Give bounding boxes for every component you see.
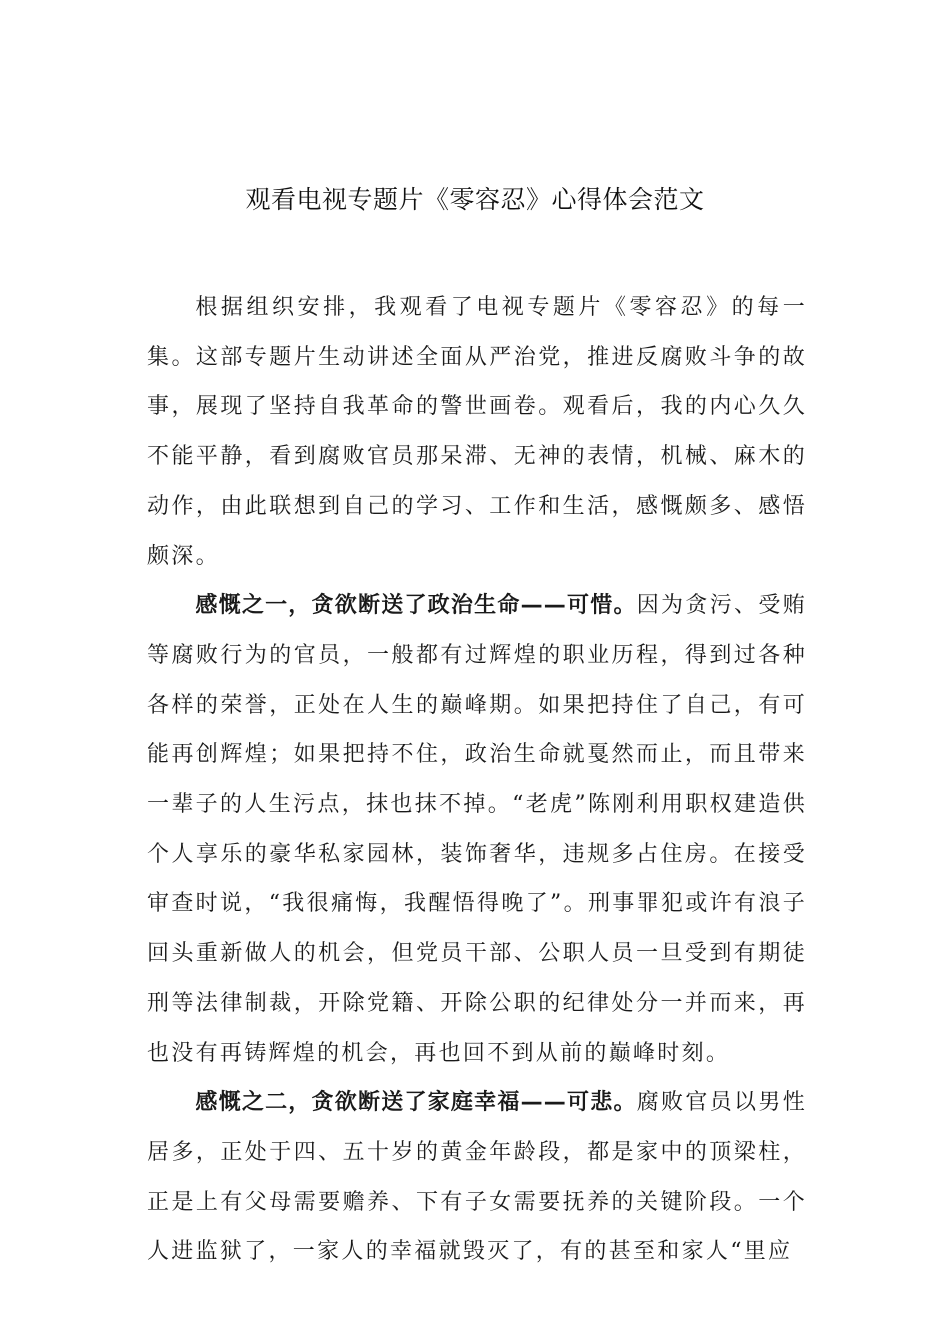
paragraph-reflection-2-heading: 感慨之二，贪欲断送了家庭幸福——可悲。 [195, 1090, 637, 1116]
paragraph-intro [147, 283, 807, 581]
paragraph-reflection-1-heading: 感慨之一，贪欲断送了政治生命——可惜。 [195, 593, 637, 619]
document-body [147, 283, 807, 1277]
paragraph-reflection-2-text: 腐败官员以男性居多，正处于四、五十岁的黄金年龄段，都是家中的顶梁柱，正是上有父母需要赡养、下有子女需要抚养的关键阶段。一个人进监狱了，一家人的幸福就毁灭了，有的甚至和家人“里应 [147, 1090, 807, 1265]
paragraph-reflection-2 [147, 1078, 807, 1277]
document-title: 观看电视专题片《零容忍》心得体会范文 [245, 185, 705, 214]
paragraph-reflection-1 [147, 581, 807, 1078]
paragraph-reflection-1-text: 因为贪污、受贿等腐败行为的官员，一般都有过辉煌的职业历程，得到过各种各样的荣誉，正处在人生的巅峰期。如果把持住了自己，有可能再创辉煌；如果把持不住，政治生命就戛然而止，而且带来一辈子的人生污点，抹也抹不掉。“老虎”陈刚利用职权建造供个人享乐的豪华私家园林，装饰奢华，违规多占住房。在接受审查时说，“我很痛悔，我醒悟得晚了”。刑事罪犯或许有浪子回头重新做人的机会，但党员干部、公职人员一旦受到有期徒刑等法律制裁，开除党籍、开除公职的纪律处分一并而来，再也没有再铸辉煌的机会，再也回不到从前的巅峰时刻。 [147, 593, 807, 1066]
paragraph-intro-text: 根据组织安排，我观看了电视专题片《零容忍》的每一集。这部专题片生动讲述全面从严治党，推进反腐败斗争的故事，展现了坚持自我革命的警世画卷。观看后，我的内心久久不能平静，看到腐败官员那呆滞、无神的表情，机械、麻木的动作，由此联想到自己的学习、工作和生活，感慨颇多、感悟颇深。 [147, 295, 807, 569]
